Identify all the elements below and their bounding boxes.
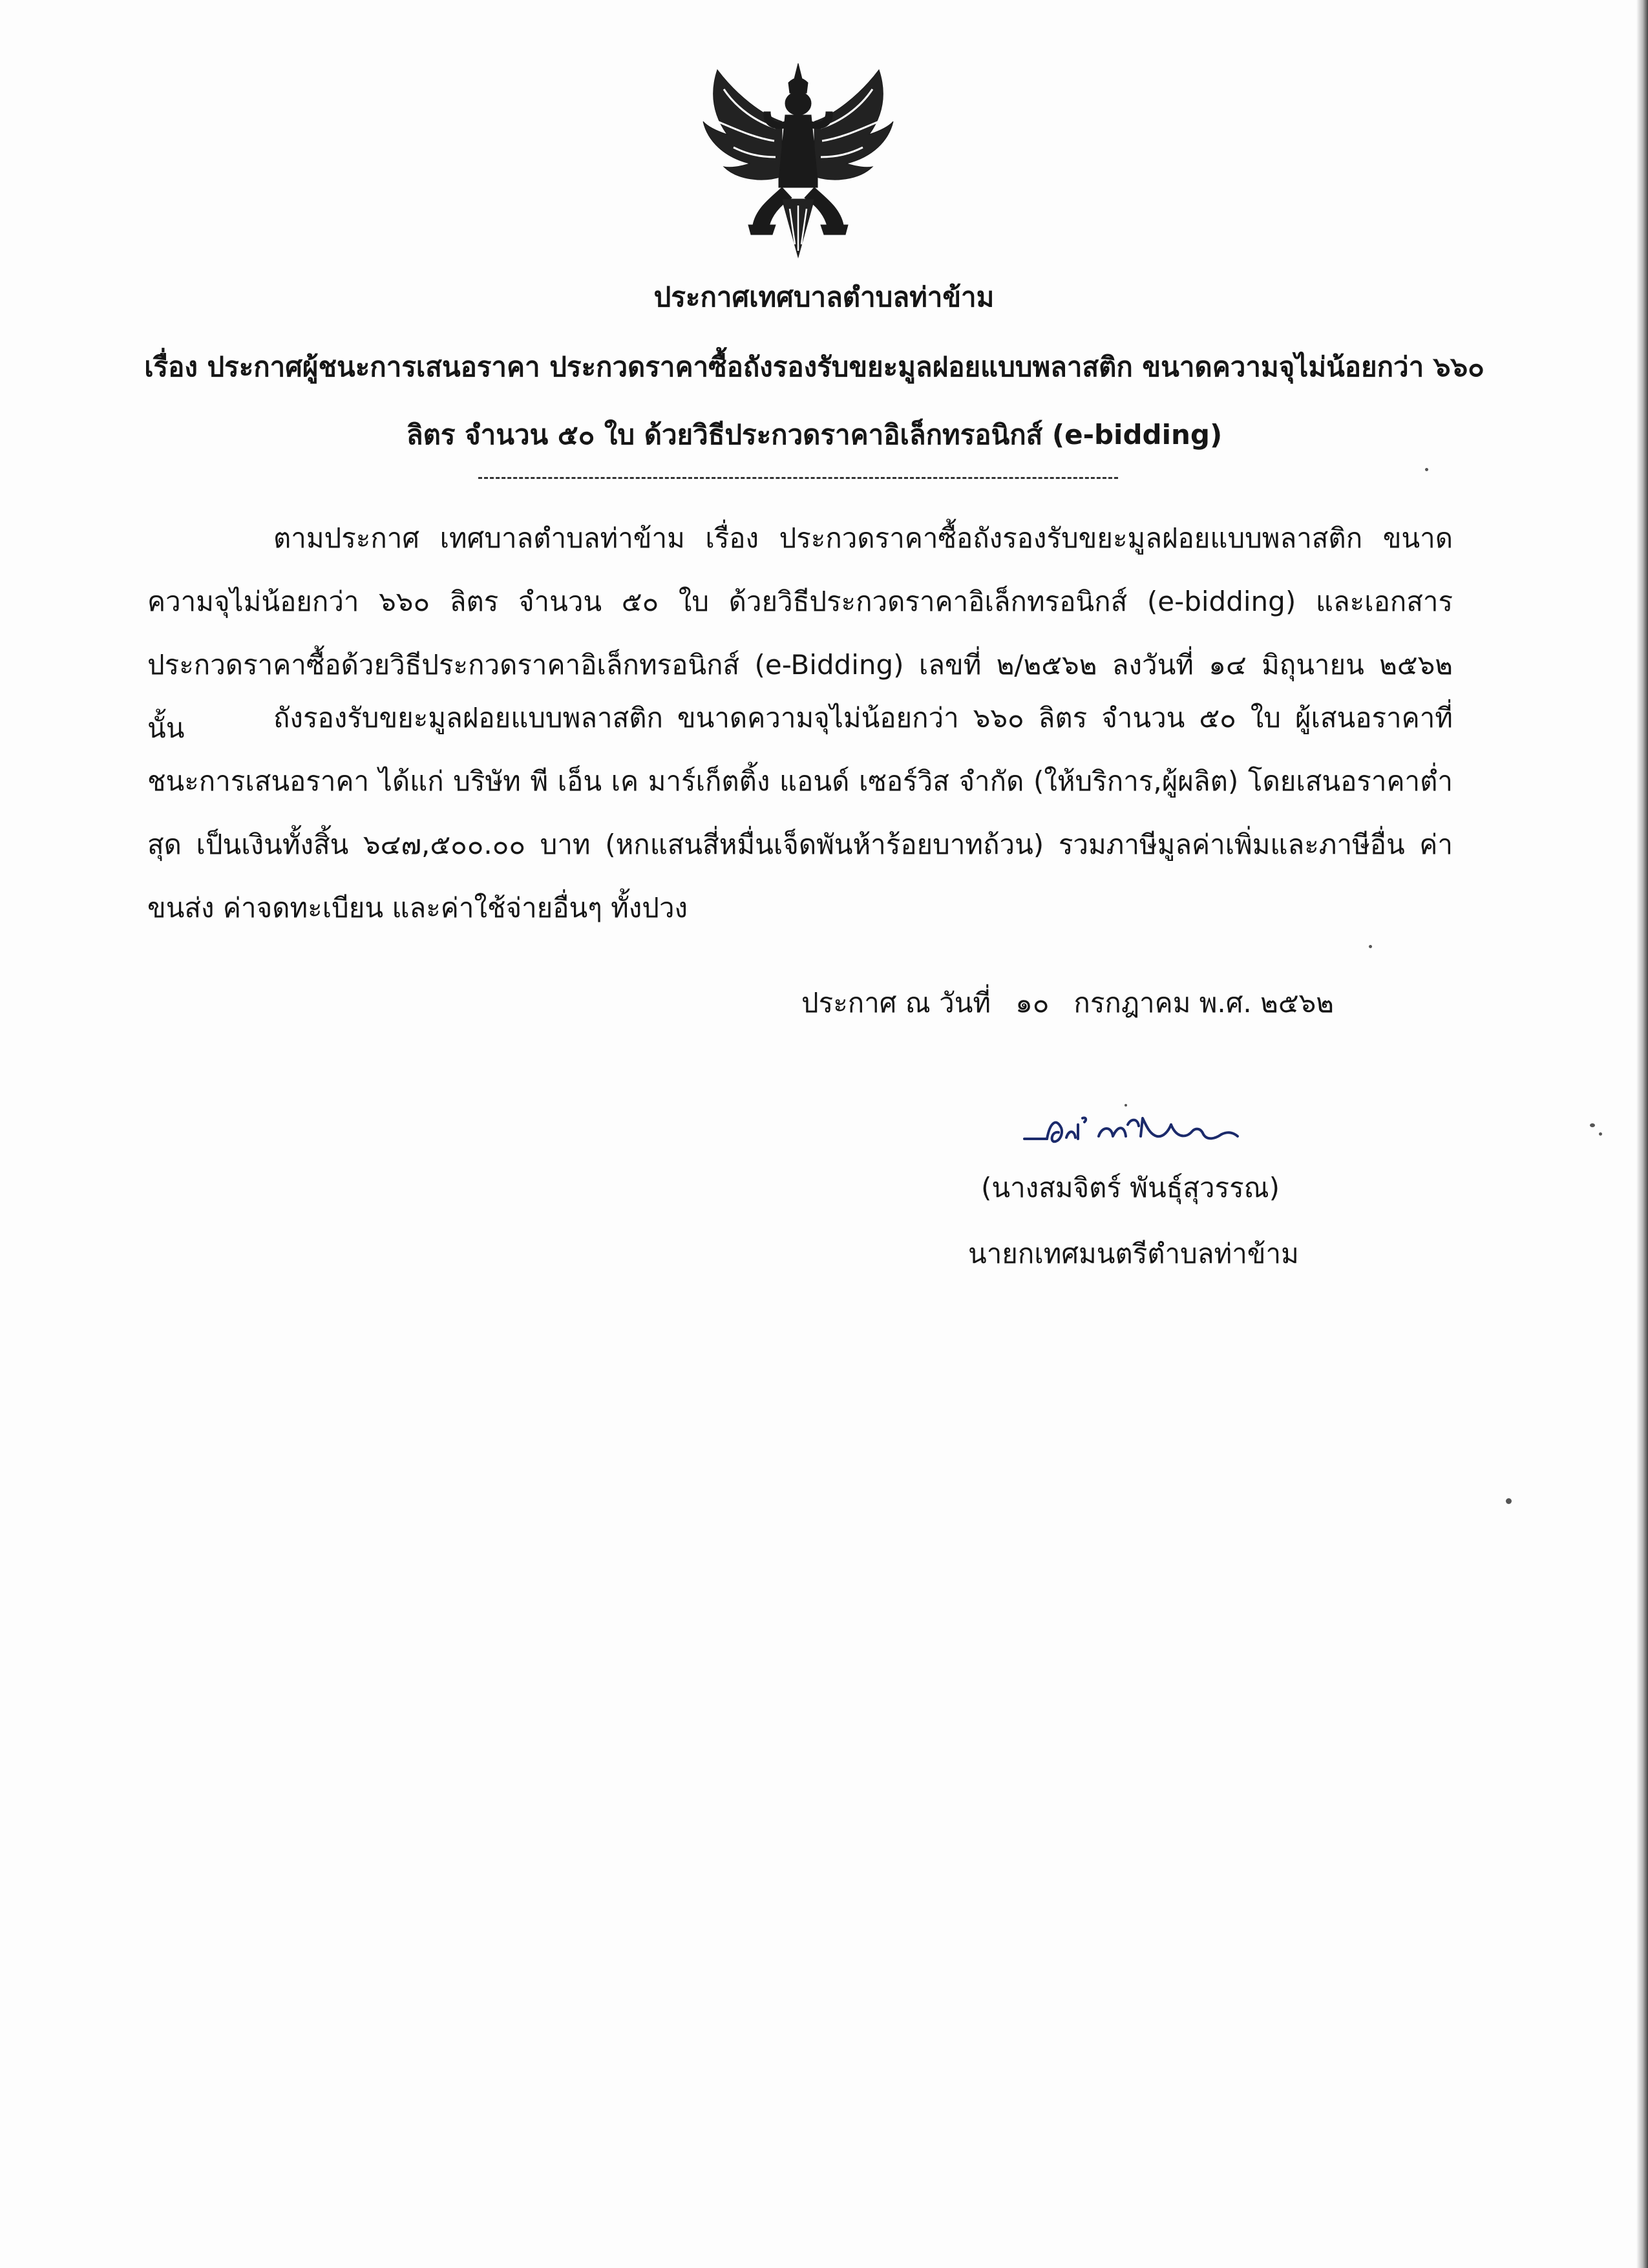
body-paragraph-reference: ตามประกาศ เทศบาลตำบลท่าข้าม เรื่อง ประกวดราคาซื้อถังรองรับขยะมูลฝอยแบบพลาสติก ขนาดความจุไม่น้อยกว่า ๖๖๐ ลิตร จำนวน ๕๐ ใบ ด้วยวิธีประกวดราคาอิเล็กทรอนิกส์ (e-bidding) และเอกสารประกวดราคาซื้อด้วยวิธีประกวดราคาอิเล็กทรอนิกส์ (e-Bidding) เลขที่ ๒/๒๕๖๒ ลงวันที่ ๑๔ มิถุนายน ๒๕๖๒ นั้น <box>147 522 1453 744</box>
signer-position: นายกเทศมนตรีตำบลท่าข้าม <box>968 1238 1299 1269</box>
date-day: ๑๐ <box>1015 987 1050 1019</box>
announcement-title: ประกาศเทศบาลตำบลท่าข้าม <box>653 281 995 313</box>
signer-name: (นางสมจิตร์ พันธุ์สุวรรณ) <box>981 1172 1280 1203</box>
garuda-emblem-icon <box>692 50 905 270</box>
scan-speck <box>1369 945 1372 948</box>
date-prefix: ประกาศ ณ วันที่ <box>801 987 991 1019</box>
scan-speck <box>1590 1123 1595 1127</box>
announcement-subject: เรื่อง ประกาศผู้ชนะการเสนอราคา ประกวดราคาซื้อถังรองรับขยะมูลฝอยแบบพลาสติก ขนาดความจุไม่น้อยกว่า ๖๖๐ ลิตร จำนวน ๕๐ ใบ ด้วยวิธีประกวดราคาอิเล็กทรอนิกส์ (e-bidding) <box>144 351 1484 450</box>
announcement-date <box>801 984 1334 1023</box>
body-paragraph-winner: ถังรองรับขยะมูลฝอยแบบพลาสติก ขนาดความจุไม่น้อยกว่า ๖๖๐ ลิตร จำนวน ๕๐ ใบ ผู้เสนอราคาที่ชนะการเสนอราคา ได้แก่ บริษัท พี เอ็น เค มาร์เก็ตติ้ง แอนด์ เซอร์วิส จำกัด (ให้บริการ,ผู้ผลิต) โดยเสนอราคาต่ำสุด เป็นเงินทั้งสิ้น ๖๔๗,๕๐๐.๐๐ บาท (หกแสนสี่หมื่นเจ็ดพันห้าร้อยบาทถ้วน) รวมภาษีมูลค่าเพิ่มและภาษีอื่น ค่าขนส่ง ค่าจดทะเบียน และค่าใช้จ่ายอื่นๆ ทั้งปวง <box>147 702 1453 924</box>
scan-speck <box>1599 1132 1602 1136</box>
scan-speck <box>1425 468 1428 471</box>
dashed-separator <box>478 477 1118 479</box>
date-month-year: กรกฎาคม พ.ศ. ๒๕๖๒ <box>1073 987 1334 1019</box>
scan-speck <box>1125 1104 1127 1107</box>
handwritten-signature-icon <box>1021 1099 1267 1170</box>
scan-speck <box>1506 1498 1512 1504</box>
scan-edge-shadow <box>1636 0 1648 2268</box>
